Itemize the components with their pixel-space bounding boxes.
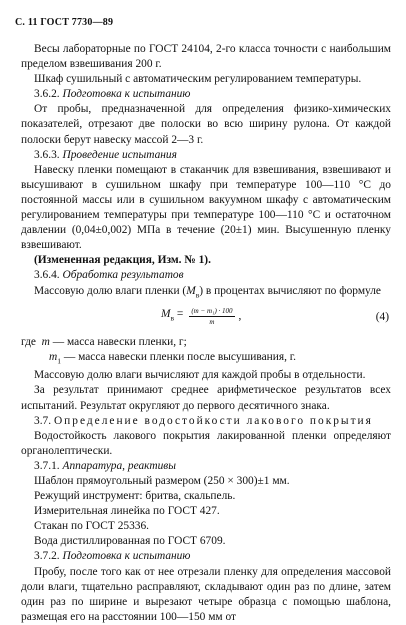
section-title: Подготовка к испытанию	[62, 550, 191, 563]
section-title: Проведение испытания	[62, 148, 177, 161]
fraction-numerator: (m − m₁) · 100	[191, 306, 233, 315]
section-number: 3.7.2.	[34, 550, 60, 563]
section-number: 3.7.1.	[34, 459, 60, 472]
section-title: Подготовка к испытанию	[62, 88, 191, 101]
formula-number: (4)	[375, 310, 389, 323]
fraction-denominator: m	[209, 317, 215, 326]
list-line: Режущий инструмент: бритва, скальпель.	[34, 490, 236, 503]
definition-line	[21, 350, 391, 368]
formula-comma: ,	[238, 309, 242, 322]
text-run: — масса навески пленки, г;	[52, 335, 187, 348]
formula-expression	[161, 306, 241, 327]
formula-lhs	[161, 307, 183, 325]
text-run: где	[21, 335, 36, 348]
subscript: 1	[57, 356, 61, 366]
section-heading-3-6-3	[21, 148, 391, 163]
fraction	[189, 306, 234, 327]
section-number: 3.6.2.	[34, 88, 60, 101]
symbol-m: M	[186, 284, 196, 297]
symbol-m1: m	[49, 350, 58, 363]
section-number: 3.6.4.	[34, 269, 60, 282]
text-run: — масса навески пленки после высушивания, г.	[63, 350, 297, 363]
list-line: Вода дистиллированная по ГОСТ 6709.	[34, 535, 226, 548]
subscript: в	[170, 313, 175, 323]
section-heading-3-7-1	[21, 459, 391, 474]
document-body	[21, 42, 391, 625]
paragraph: Весы лабораторные по ГОСТ 24104, 2-го класса точности с наибольшим пределом взвешивания 200 г.	[21, 43, 391, 71]
amendment-note: (Измененная редакция, Изм. № 1).	[34, 254, 211, 267]
list-line: Шаблон прямоугольный размером (250 × 300)±1 мм.	[34, 475, 290, 487]
paragraph: Навеску пленки помещают в стаканчик для взвешивания, взвешивают и высушивают в сушильном шкафу при температуре 100—110 °С до постоянной массы или в сушильном вакуумном шкафу с автоматическим регулированием температуры при температуре 100—110 °С и остаточном давлении (0,04±0,002) МПа в течение (20±1) мин. Высушенную пленку взвешивают.	[21, 163, 391, 252]
section-heading-3-6-4	[21, 268, 391, 283]
section-heading-3-7	[21, 414, 391, 429]
equals-sign: =	[176, 308, 184, 321]
symbol-m: M	[161, 308, 171, 321]
paragraph: Массовую долю влаги вычисляют для каждой пробы в отдельности.	[34, 369, 366, 382]
paragraph: За результат принимают среднее арифметическое результатов всех испытаний. Результат округляют до первого десятичного знака.	[21, 384, 391, 412]
paragraph	[21, 284, 391, 302]
paragraph: Пробу, после того как от нее отрезали пленку для определения массовой доли влаги, тщательно расправляют, складывают один раз по длине, затем один раз по ширине и вырезают четыре образца с помощью шаблона, размещая его на расстоянии 100—150 мм от	[21, 565, 391, 623]
section-title: Аппаратура, реактивы	[62, 459, 176, 472]
section-title: Обработка результатов	[62, 269, 184, 282]
definition-line	[21, 335, 391, 350]
page-header: С. 11 ГОСТ 7730—89	[15, 17, 114, 28]
text-run: ) в процентах вычисляют по формуле	[199, 284, 381, 297]
section-number: 3.7.	[34, 414, 52, 427]
section-heading-3-7-2	[21, 549, 391, 564]
section-heading-3-6-2	[21, 87, 391, 102]
paragraph: От пробы, предназначенной для определения физико-химических показателей, отрезают две полоски во всю ширину рулона. От каждой полоски берут навеску массой 2—3 г.	[21, 103, 391, 146]
formula-4	[21, 304, 391, 333]
text-run: Массовую долю влаги пленки (	[34, 284, 187, 297]
paragraph: Водостойкость лакового покрытия лакированной пленки определяют органолептически.	[21, 429, 391, 457]
list-line: Стакан по ГОСТ 25336.	[34, 520, 150, 533]
section-number: 3.6.3.	[34, 148, 60, 161]
symbol-m: m	[41, 335, 50, 348]
subscript: в	[195, 289, 200, 299]
section-title: Определение водостойкости лакового покрытия	[53, 414, 373, 427]
list-line: Измерительная линейка по ГОСТ 427.	[34, 505, 220, 518]
paragraph: Шкаф сушильный с автоматическим регулированием температуры.	[34, 73, 362, 86]
